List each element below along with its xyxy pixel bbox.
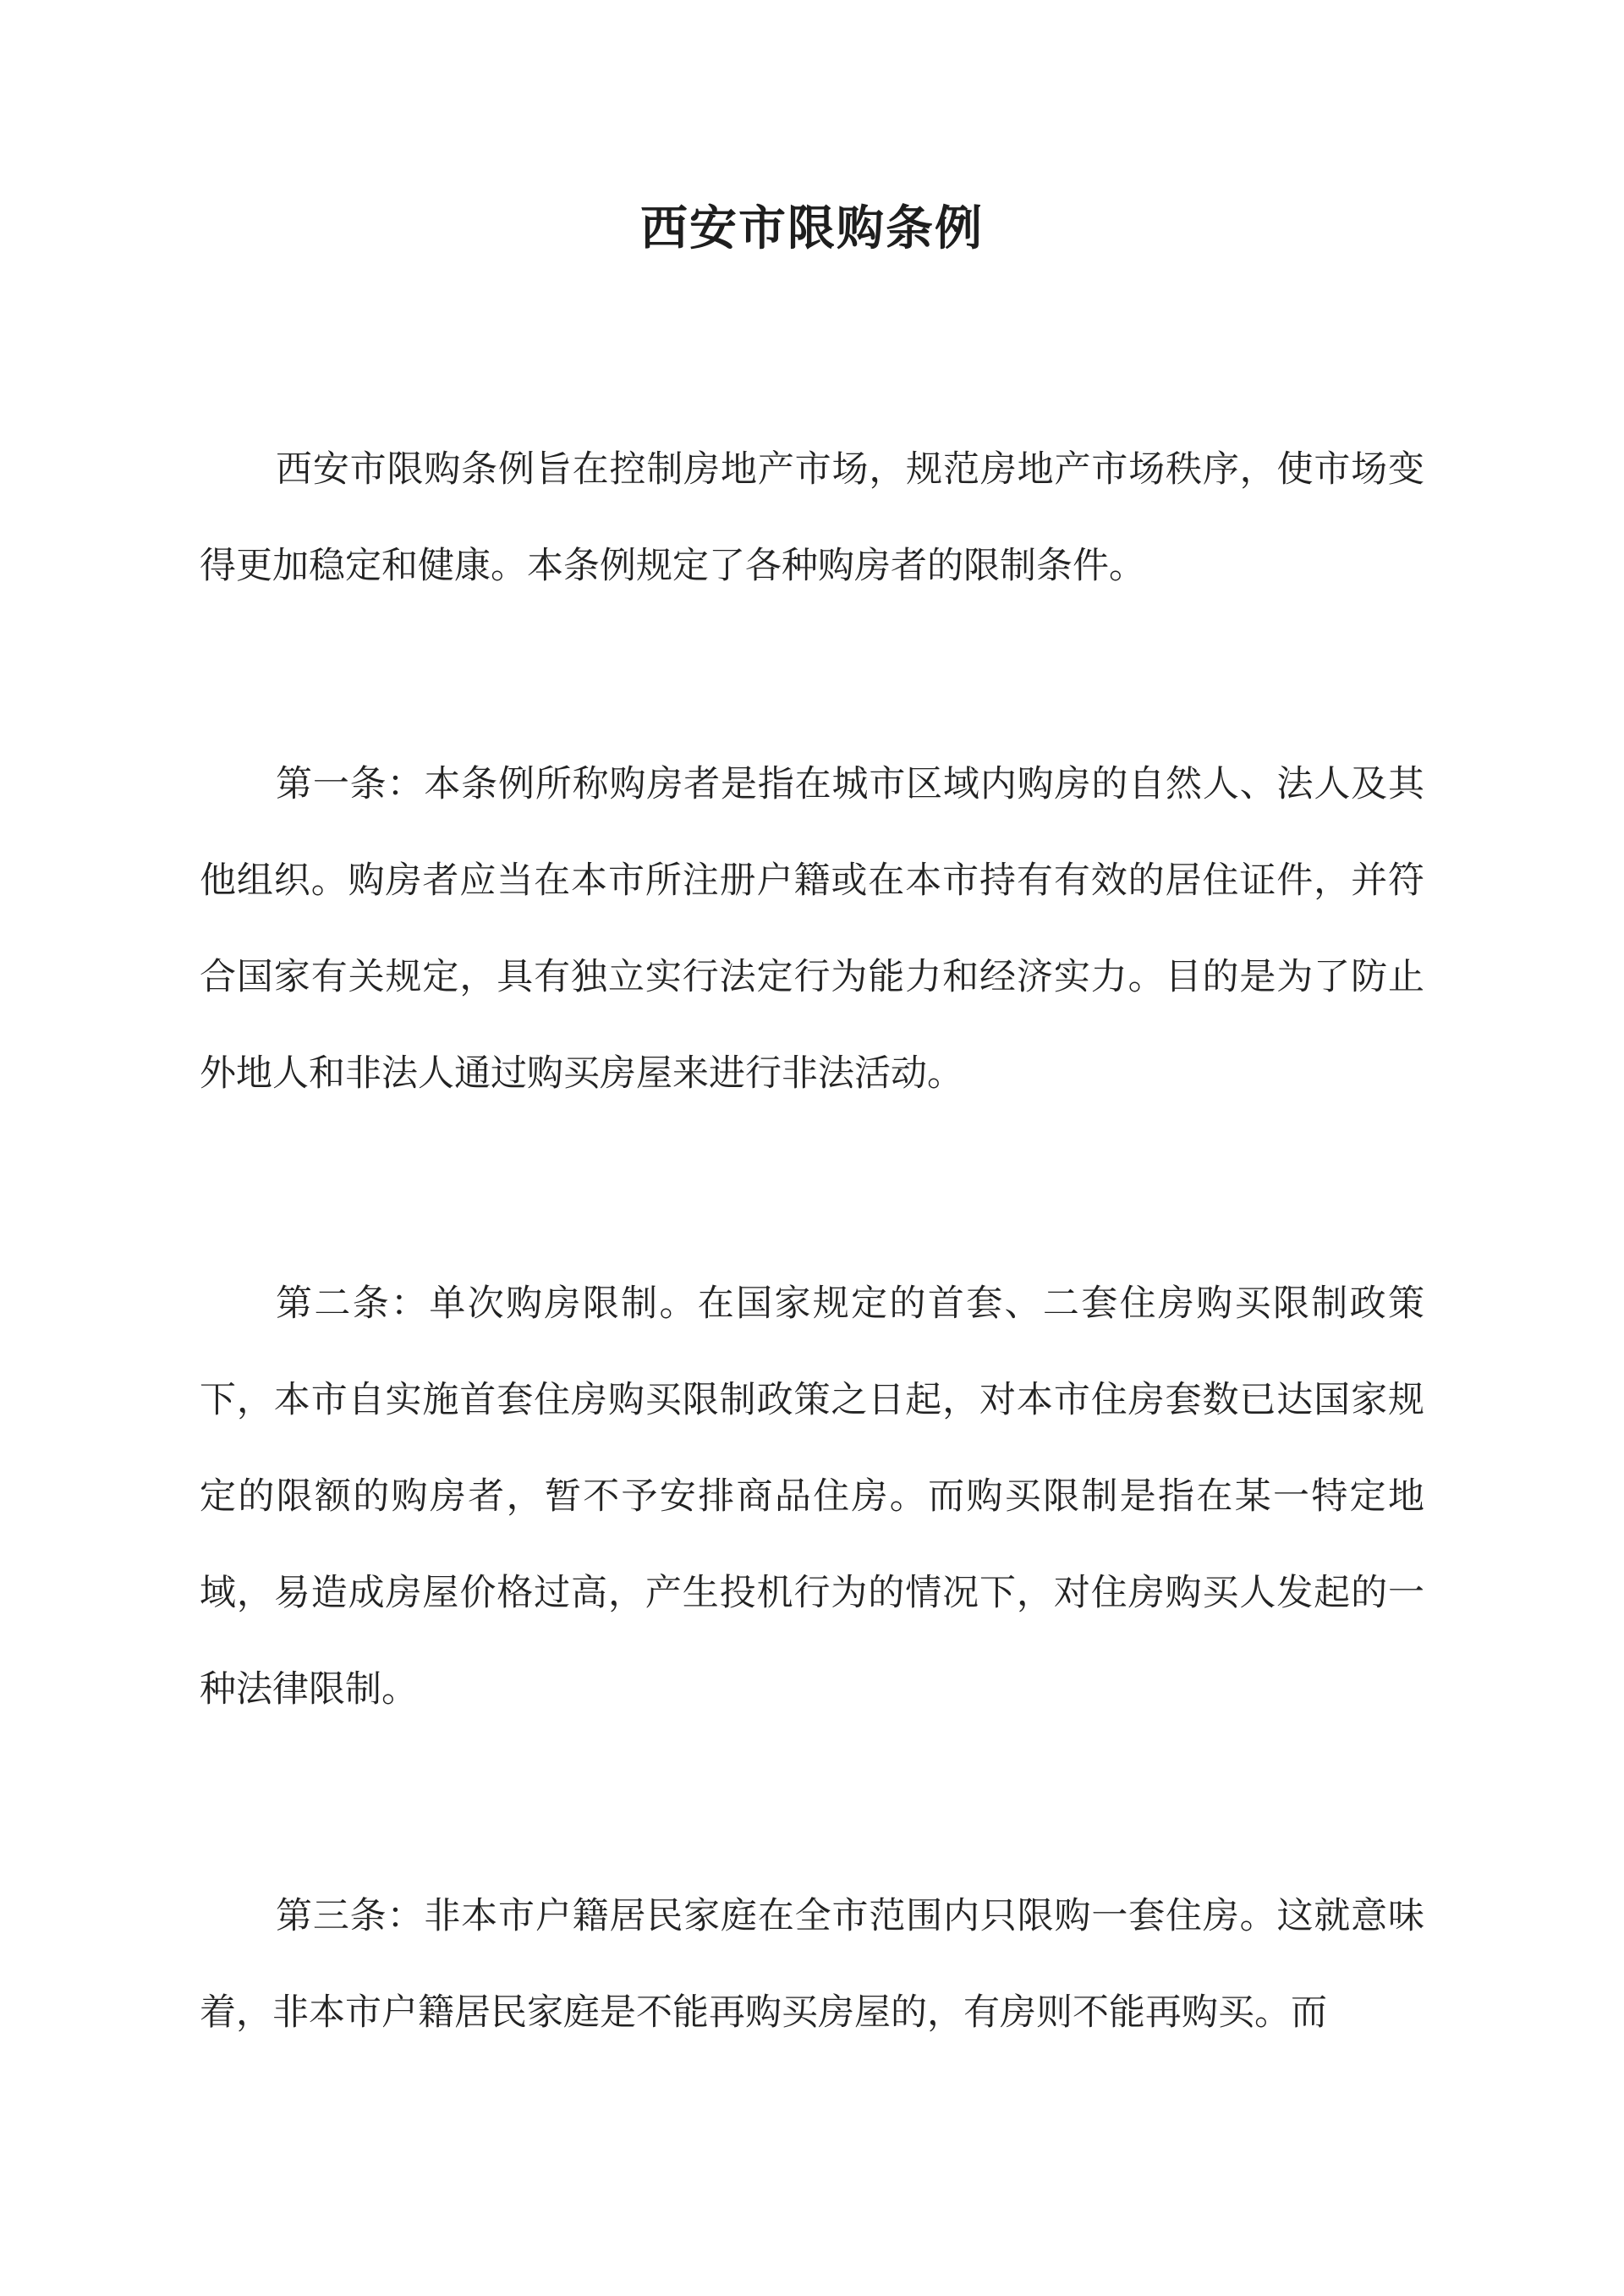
article-1-paragraph: 第一条：本条例所称购房者是指在城市区域内购房的自然人、法人及其他组织。购房者应当在本市所注册户籍或在本市持有有效的居住证件，并符合国家有关规定，具有独立实行法定行为能力和经济实力。目的是为了防止外地人和非法人通过购买房屋来进行非法活动。 bbox=[200, 763, 1424, 1095]
intro-paragraph: 西安市限购条例旨在控制房地产市场，规范房地产市场秩序，使市场变得更加稳定和健康。本条例规定了各种购房者的限制条件。 bbox=[200, 448, 1424, 587]
document-title: 西安市限购条例 bbox=[640, 200, 984, 256]
article-2-paragraph: 第二条：单次购房限制。在国家规定的首套、二套住房购买限制政策下，本市自实施首套住房购买限制政策之日起，对本市住房套数已达国家规定的限额的购房者，暂不予安排商品住房。而购买限制是指在某一特定地域，易造成房屋价格过高，产生投机行为的情况下，对住房购买人发起的一种法律限制。 bbox=[200, 1283, 1424, 1711]
article-3-paragraph: 第三条：非本市户籍居民家庭在全市范围内只限购一套住房。这就意味着，非本市户籍居民家庭是不能再购买房屋的，有房则不能再购买。而 bbox=[200, 1895, 1424, 2034]
